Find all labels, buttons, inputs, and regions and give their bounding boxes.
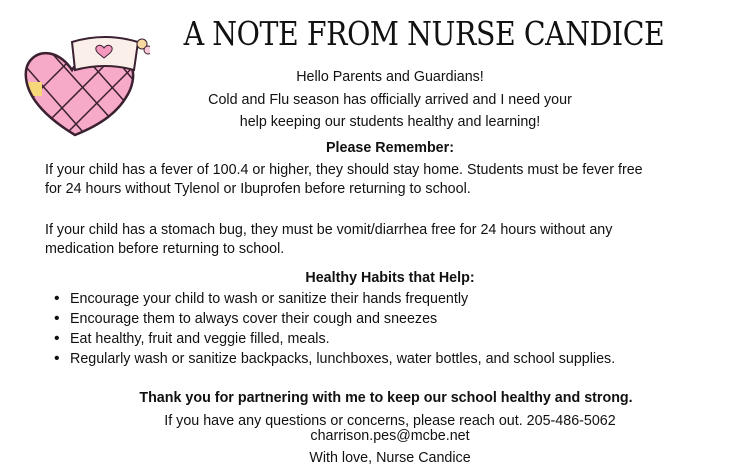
signoff-text: With love, Nurse Candice bbox=[309, 450, 471, 466]
greeting: Hello Parents and Guardians! bbox=[296, 69, 484, 85]
intro-line: Cold and Flu season has officially arrived and I need your bbox=[208, 92, 572, 108]
stomach-text: If your child has a stomach bug, they must be vomit/diarrhea free for 24 hours without any bbox=[45, 222, 613, 238]
thanks-text: Thank you for partnering with me to keep our school healthy and strong. bbox=[139, 390, 633, 406]
habits-list bbox=[52, 289, 615, 369]
page-title: A NOTE FROM NURSE CANDICE bbox=[183, 14, 665, 53]
fever-text: for 24 hours without Tylenol or Ibuprofen before returning to school. bbox=[45, 181, 471, 197]
remember-heading: Please Remember: bbox=[326, 140, 454, 156]
fever-text: If your child has a fever of 100.4 or higher, they should stay home. Students must be fever free bbox=[45, 162, 643, 178]
list-item: • Encourage your child to wash or sanitize their hands frequently bbox=[52, 289, 615, 309]
habits-heading: Healthy Habits that Help: bbox=[305, 270, 475, 286]
intro-line: help keeping our students healthy and learning! bbox=[239, 114, 541, 130]
list-item: • Encourage them to always cover their cough and sneezes bbox=[52, 309, 615, 329]
list-item: • Eat healthy, fruit and veggie filled, meals. bbox=[52, 329, 615, 349]
email-text: charrison.pes@mcbe.net bbox=[310, 428, 470, 444]
list-item: • Regularly wash or sanitize backpacks, lunchboxes, water bottles, and school supplies. bbox=[52, 349, 615, 369]
stomach-text: medication before returning to school. bbox=[45, 241, 285, 257]
contact-text: If you have any questions or concerns, please reach out. 205-486-5062 bbox=[164, 413, 616, 429]
